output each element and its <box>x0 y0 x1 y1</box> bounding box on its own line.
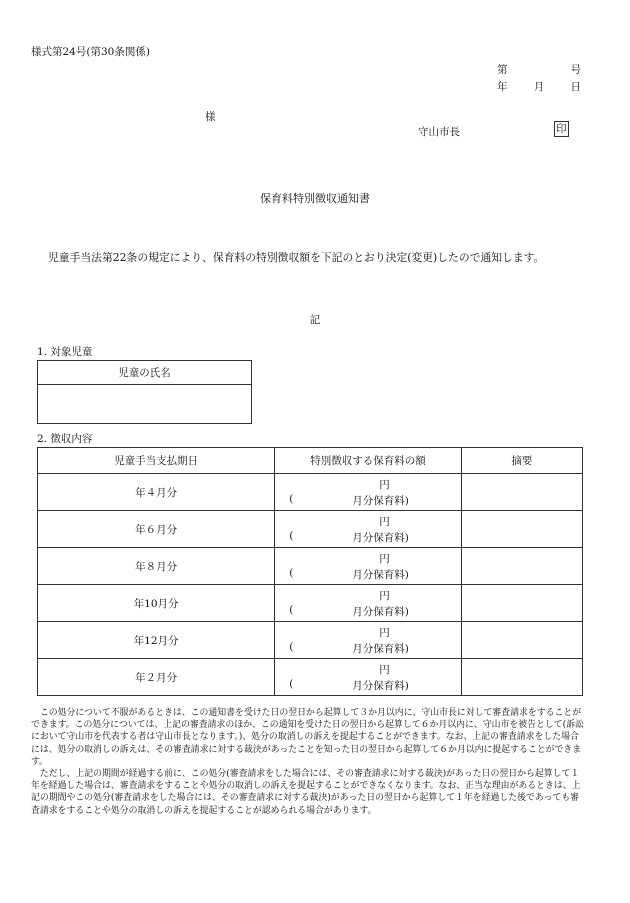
number-prefix: 第 <box>497 64 508 76</box>
table-row <box>38 474 583 511</box>
yen-unit: 円 <box>379 516 390 528</box>
fee-month-label: 月分保育料) <box>352 495 409 507</box>
remarks-cell <box>461 622 582 659</box>
table-row <box>38 548 583 585</box>
intro-text: 児童手当法第22条の規定により、保育料の特別徴収額を下記のとおり決定(変更)したので通知します。 <box>48 251 545 264</box>
payment-period: 年４月分 <box>38 474 275 511</box>
date-year: 年 <box>497 81 508 93</box>
ki-heading: 記 <box>309 314 321 326</box>
open-paren: ( <box>289 604 294 616</box>
yen-unit: 円 <box>379 590 390 602</box>
fee-amount-cell <box>275 511 462 548</box>
open-paren: ( <box>289 530 294 542</box>
remarks-cell <box>461 474 582 511</box>
table-row <box>38 511 583 548</box>
yen-unit: 円 <box>379 479 390 491</box>
appeal-notice <box>31 707 587 817</box>
appeal-notice-paragraph-1: この処分について不服があるときは、この通知書を受けた日の翌日から起算して３か月以内に、守山市長に対して審査請求をすることができます。この処分については、上記の審査請求のほか、この通知を受けた日の翌日から起算して６か月以内に、守山市を被告として(訴訟において守山市を代表する者は守山市長となります。)、処分の取消しの訴えを提起することができます。なお、上記の審査請求をした場合には、処分の取消しの訴えは、その審査請求に対する裁決があったことを知った日の翌日から起算して６か月以内に提起することができます。 <box>31 708 584 767</box>
document-title: 保育料特別徴収通知書 <box>260 192 370 205</box>
remarks-cell <box>461 585 582 622</box>
date-line <box>497 79 581 94</box>
date-month: 月 <box>533 81 545 93</box>
remarks-cell <box>461 548 582 585</box>
seal-stamp: 印 <box>556 123 567 135</box>
collection-table <box>37 447 583 696</box>
remarks-header: 摘要 <box>461 448 582 474</box>
date-day: 日 <box>570 81 581 93</box>
payment-period: 年12月分 <box>38 622 275 659</box>
addressee-suffix: 様 <box>205 111 216 123</box>
section1-heading: 1. 対象児童 <box>37 346 93 358</box>
table-row <box>38 659 583 696</box>
yen-unit: 円 <box>379 664 390 676</box>
fee-amount-header: 特別徴収する保育料の額 <box>275 448 462 474</box>
fee-amount-cell <box>275 659 462 696</box>
table-row <box>38 585 583 622</box>
remarks-cell <box>461 511 582 548</box>
yen-unit: 円 <box>379 553 390 565</box>
fee-month-label: 月分保育料) <box>352 643 409 655</box>
remarks-cell <box>461 659 582 696</box>
payment-period: 年10月分 <box>38 585 275 622</box>
fee-month-label: 月分保育料) <box>352 606 409 618</box>
child-name-header: 児童の氏名 <box>38 361 252 385</box>
yen-unit: 円 <box>379 627 390 639</box>
issuer: 守山市長 <box>418 126 460 138</box>
open-paren: ( <box>289 678 294 690</box>
number-suffix: 号 <box>570 64 581 76</box>
open-paren: ( <box>289 641 294 653</box>
payment-period: 年８月分 <box>38 548 275 585</box>
table-row <box>38 622 583 659</box>
fee-amount-cell <box>275 474 462 511</box>
document-number-line <box>497 62 581 77</box>
fee-month-label: 月分保育料) <box>352 532 409 544</box>
child-name-cell <box>38 385 252 424</box>
payment-date-header: 児童手当支払期日 <box>38 448 275 474</box>
payment-period: 年６月分 <box>38 511 275 548</box>
fee-month-label: 月分保育料) <box>352 569 409 581</box>
fee-amount-cell <box>275 548 462 585</box>
section2-heading: 2. 徴収内容 <box>37 433 93 445</box>
open-paren: ( <box>289 567 294 579</box>
payment-period: 年２月分 <box>38 659 275 696</box>
open-paren: ( <box>289 493 294 505</box>
fee-month-label: 月分保育料) <box>352 680 409 692</box>
fee-amount-cell <box>275 622 462 659</box>
target-child-table <box>37 360 252 424</box>
form-number: 様式第24号(第30条関係) <box>31 46 150 58</box>
fee-amount-cell <box>275 585 462 622</box>
appeal-notice-paragraph-2: ただし、上記の期間が経過する前に、この処分(審査請求をした場合には、その審査請求に対する裁決)があった日の翌日から起算して１年を経過した場合は、審査請求をすることや処分の取消しの訴えを提起することができなくなります。なお、正当な理由があるときは、上記の期間やこの処分(審査請求をした場合には、その審査請求に対する裁決)があった日の翌日から起算して１年を経過した後であっても審査請求をすることや処分の取消しの訴えを提起することが認められる場合があります。 <box>31 769 581 816</box>
